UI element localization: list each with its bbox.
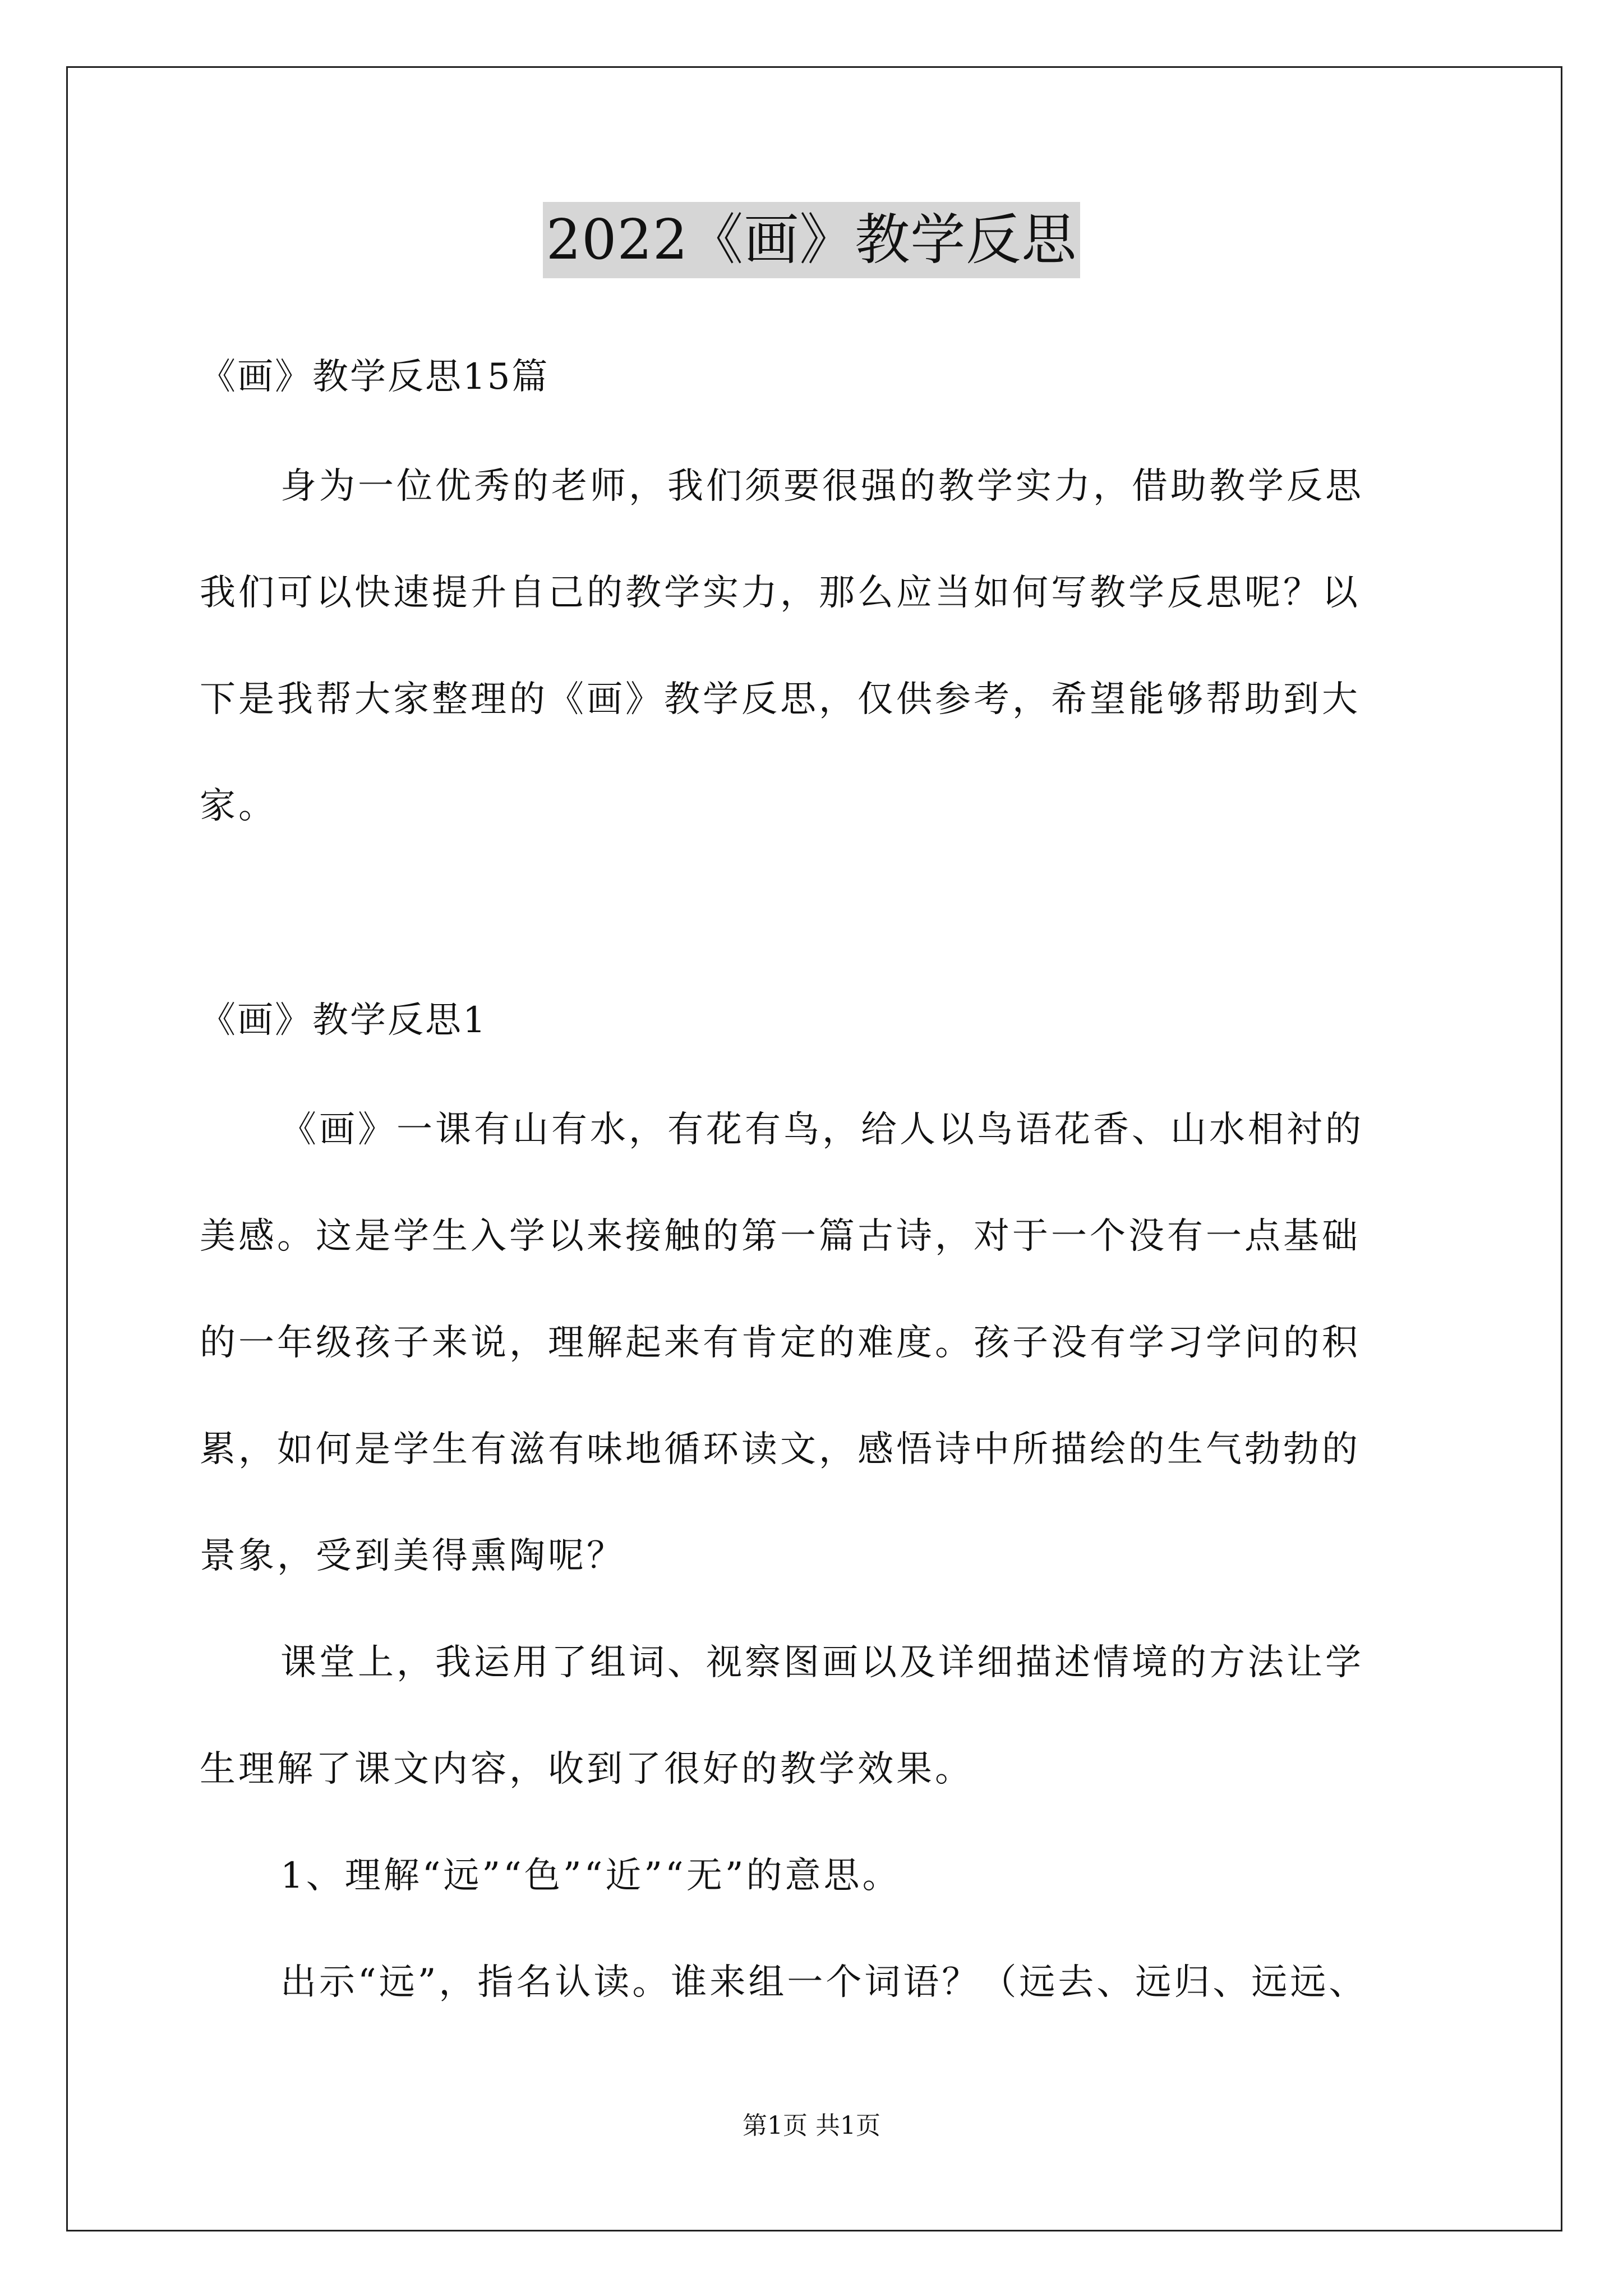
paragraph-line: 下是我帮大家整理的《画》教学反思，仅供参考，希望能够帮助到大 [200,679,1361,720]
document-title: 2022《画》教学反思 [543,202,1080,278]
title-container [0,202,1623,278]
subtitle-line: 《画》教学反思15篇 [200,356,550,398]
paragraph-line: 身为一位优秀的老师，我们须要很强的教学实力，借助教学反思 [280,466,1364,507]
paragraph-line: 1、理解“远”“色”“近”“无”的意思。 [280,1855,901,1897]
paragraph-line: 的一年级孩子来说，理解起来有肯定的难度。孩子没有学习学问的积 [200,1322,1361,1364]
paragraph-line: 《画》一课有山有水，有花有鸟，给人以鸟语花香、山水相衬的 [280,1109,1364,1151]
section-heading: 《画》教学反思1 [200,1000,487,1041]
paragraph-line: 美感。这是学生入学以来接触的第一篇古诗，对于一个没有一点基础 [200,1216,1361,1257]
paragraph-line: 我们可以快速提升自己的教学实力，那么应当如何写教学反思呢？以 [200,572,1361,614]
paragraph-line: 累，如何是学生有滋有味地循环读文，感悟诗中所描绘的生气勃勃的 [200,1429,1361,1470]
page-footer: 第1页 共1页 [743,2111,880,2140]
paragraph-line: 生理解了课文内容，收到了很好的教学效果。 [200,1749,974,1790]
paragraph-line: 家。 [200,785,277,827]
paragraph-line: 课堂上，我运用了组词、视察图画以及详细描述情境的方法让学 [280,1642,1364,1683]
paragraph-line: 出示“远”，指名认读。谁来组一个词语？（远去、远归、远远、 [280,1962,1368,2003]
paragraph-line: 景象，受到美得熏陶呢？ [200,1535,625,1577]
